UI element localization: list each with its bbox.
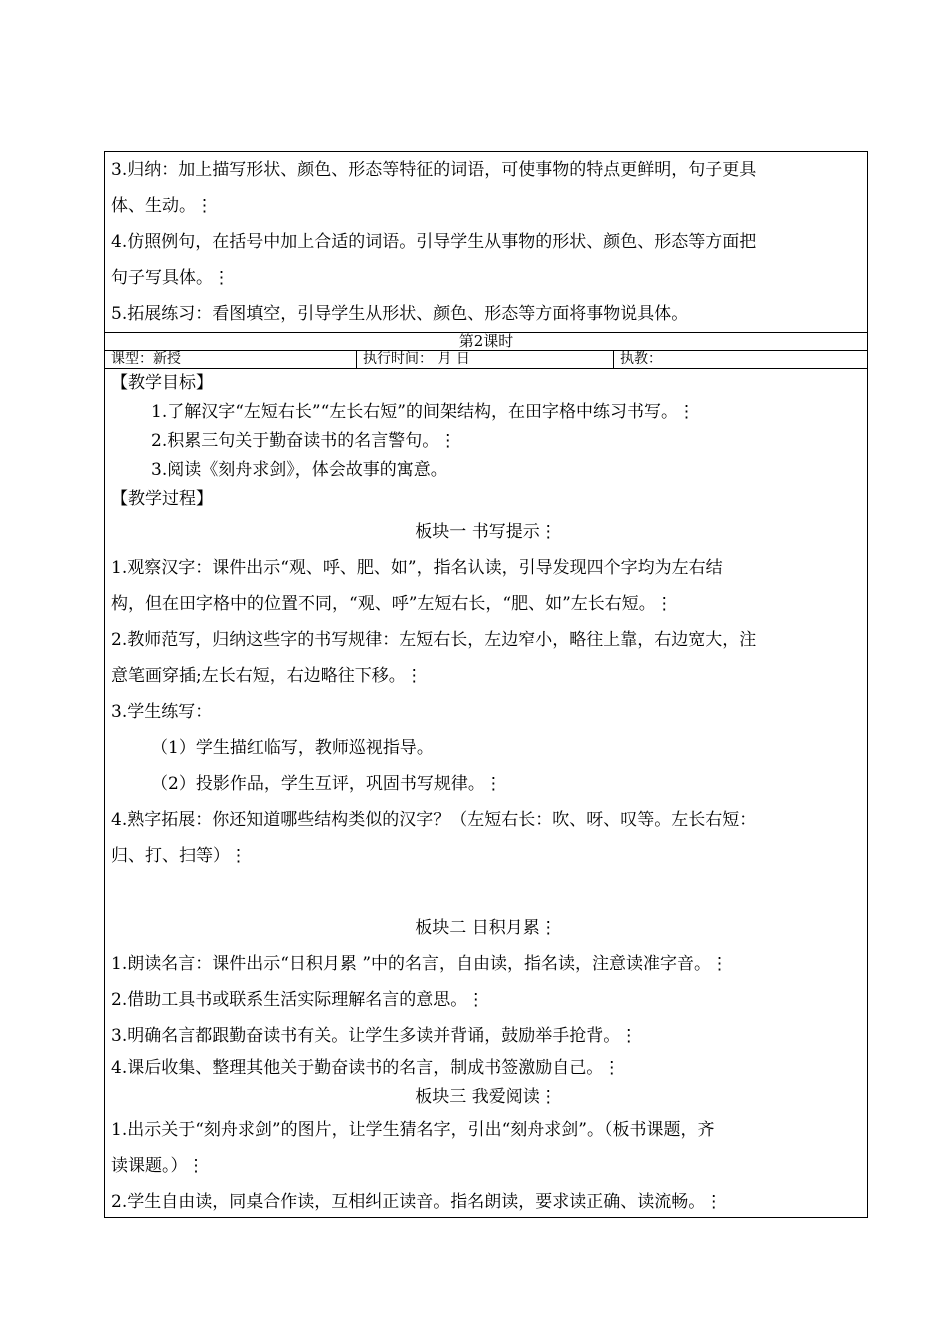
block1-title: 板块一 书写提示⋮: [415, 522, 557, 542]
lesson-plan-table: [104, 151, 868, 1218]
text-line: 体、生动。⋮: [111, 196, 213, 216]
text-line: 4.仿照例句，在括号中加上合适的词语。引导学生从事物的形状、颜色、形态等方面把: [111, 232, 757, 252]
text-line: 3.归纳：加上描写形状、颜色、形态等特征的词语，可使事物的特点更鲜明，句子更具: [111, 160, 757, 180]
lesson-title: 第2课时: [104, 333, 868, 351]
sub-item: （1）学生描红临写，教师巡视指导。: [151, 738, 434, 758]
text-line: 归、打、扫等）⋮: [111, 846, 247, 866]
lesson-type: 课型：新授: [105, 351, 357, 368]
text-line: 意笔画穿插;左长右短，右边略往下移。⋮: [111, 666, 423, 686]
text-line: 2.借助工具书或联系生活实际理解名言的意思。⋮: [111, 990, 485, 1010]
text-line: 构，但在田字格中的位置不同，“观、呼”左短右长，“肥、如”左长右短。⋮: [111, 594, 673, 614]
execution-time: 执行时间： 月 日: [357, 351, 614, 368]
teacher: 执教：: [620, 351, 662, 367]
lesson-body: [104, 369, 868, 1218]
goal-item: 2.积累三句关于勤奋读书的名言警句。⋮: [151, 431, 457, 451]
block3-title: 板块三 我爱阅读⋮: [415, 1087, 557, 1107]
goals-heading: 【教学目标】: [111, 373, 213, 393]
text-line: 3.学生练写：: [111, 702, 213, 722]
text-line: 3.明确名言都跟勤奋读书有关。让学生多读并背诵，鼓励举手抢背。⋮: [111, 1026, 638, 1046]
goal-item: 3.阅读《刻舟求剑》，体会故事的寓意。: [151, 460, 448, 480]
text-line: 4.熟字拓展：你还知道哪些结构类似的汉字？（左短右长：吹、呀、叹等。左长右短：: [111, 810, 757, 830]
process-heading: 【教学过程】: [111, 489, 213, 509]
sub-item: （2）投影作品，学生互评，巩固书写规律。⋮: [151, 774, 502, 794]
text-line: 2.教师范写，归纳这些字的书写规律：左短右长，左边窄小，略往上靠，右边宽大，注: [111, 630, 757, 650]
text-line: 读课题。）⋮: [111, 1156, 205, 1176]
text-line: 1.朗读名言：课件出示“日积月累 ”中的名言，自由读，指名读，注意读准字音。⋮: [111, 954, 729, 974]
text-line: 句子写具体。⋮: [111, 268, 230, 288]
text-line: 1.观察汉字：课件出示“观、呼、肥、如”，指名认读，引导发现四个字均为左右结: [111, 558, 723, 578]
text-line: 4.课后收集、整理其他关于勤奋读书的名言，制成书签激励自己。⋮: [111, 1058, 621, 1078]
goal-item: 1.了解汉字“左短右长”“左长右短”的间架结构，在田字格中练习书写。⋮: [151, 402, 695, 422]
text-line: 1.出示关于“刻舟求剑”的图片，让学生猜名字，引出“刻舟求剑”。（板书课题，齐: [111, 1120, 715, 1140]
previous-lesson-section: [104, 151, 868, 333]
text-line: 5.拓展练习：看图填空，引导学生从形状、颜色、形态等方面将事物说具体。: [111, 304, 689, 324]
text-line: 2.学生自由读，同桌合作读，互相纠正读音。指名朗读，要求读正确、读流畅。⋮: [111, 1192, 723, 1212]
lesson-info-row: [104, 351, 868, 369]
block2-title: 板块二 日积月累⋮: [415, 918, 557, 938]
blank-space: [111, 874, 861, 910]
